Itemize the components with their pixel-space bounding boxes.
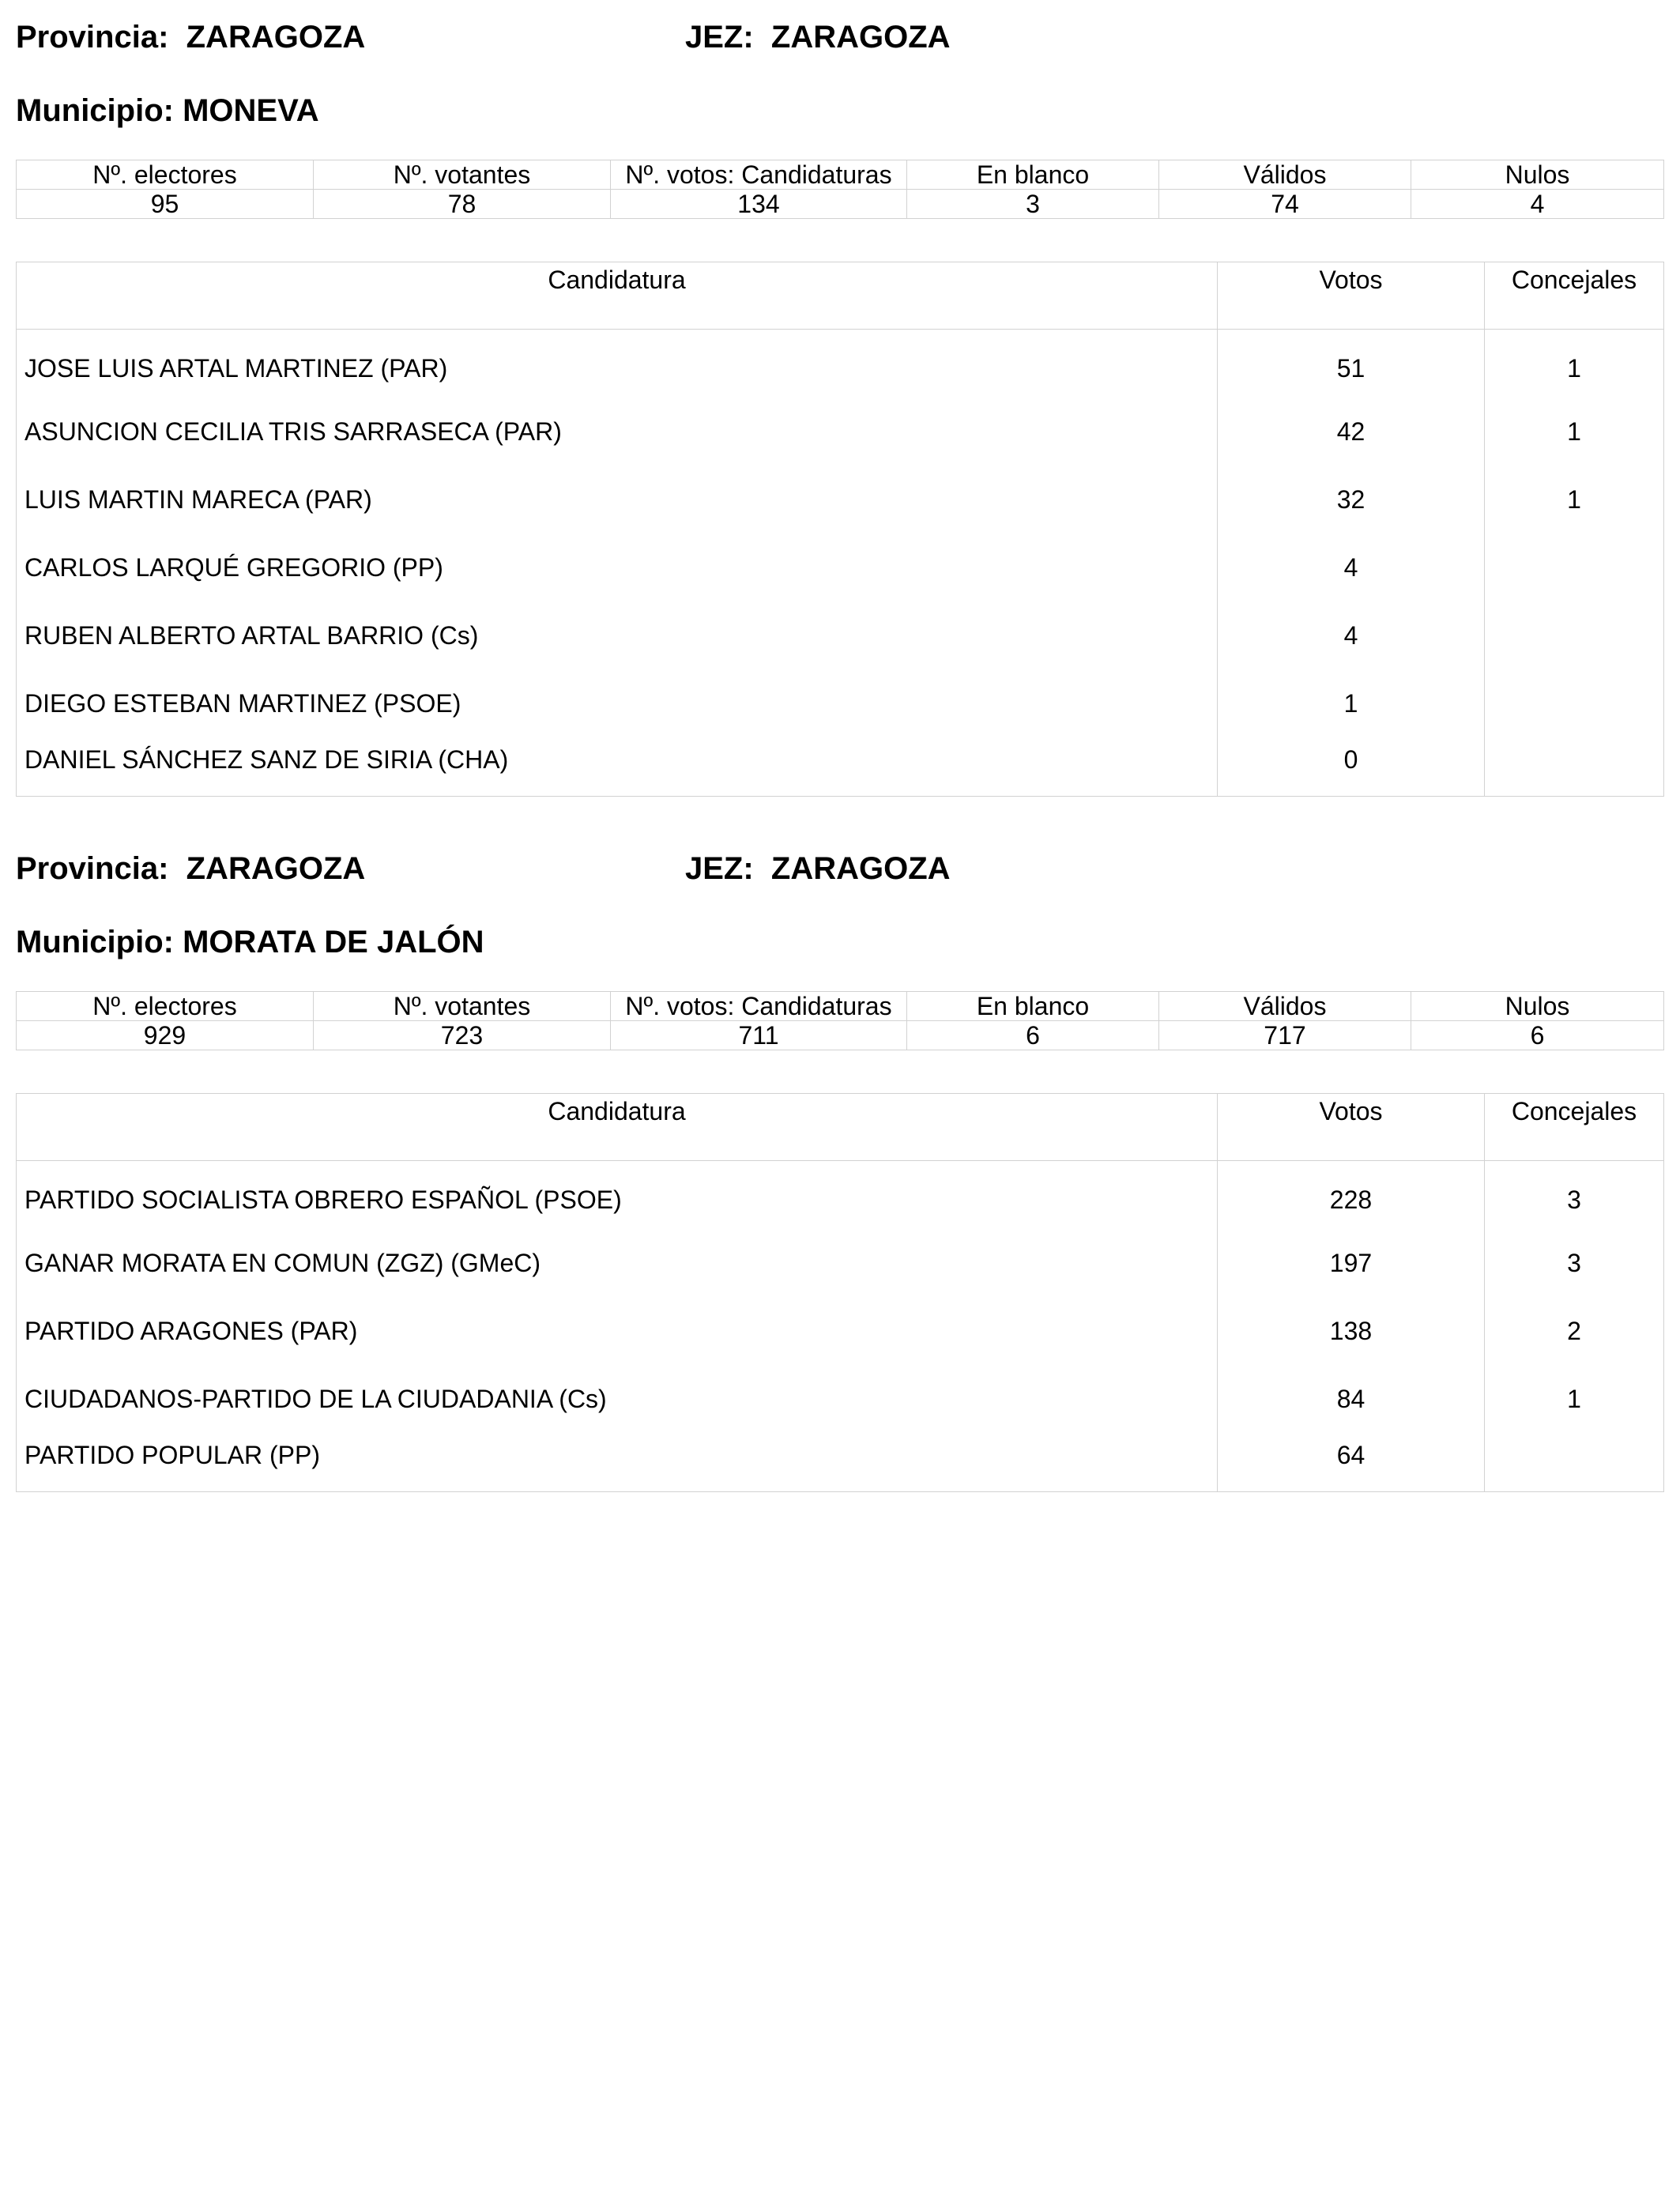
summary-value-row — [17, 1021, 1664, 1050]
jez-heading: JEZ: ZARAGOZA — [685, 20, 951, 55]
summary-label-votos-candidaturas: Nº. votos: Candidaturas — [611, 992, 907, 1021]
summary-value-en-blanco: 3 — [907, 190, 1159, 219]
candidate-votos: 51 — [1218, 330, 1485, 398]
candidate-votos: 42 — [1218, 398, 1485, 466]
provincia-heading: Provincia: ZARAGOZA — [16, 851, 366, 886]
summary-header-row — [17, 992, 1664, 1021]
municipio-heading: Municipio: MORATA DE JALÓN — [16, 925, 484, 959]
summary-value-en-blanco: 6 — [907, 1021, 1159, 1050]
candidate-concejales: 1 — [1485, 466, 1664, 533]
header-concejales: Concejales — [1485, 262, 1664, 330]
candidates-header-row — [17, 1094, 1664, 1161]
candidate-concejales: 3 — [1485, 1229, 1664, 1297]
provincia-heading: Provincia: ZARAGOZA — [16, 20, 366, 55]
candidate-name: LUIS MARTIN MARECA (PAR) — [17, 466, 1218, 533]
candidate-concejales: 3 — [1485, 1161, 1664, 1230]
candidate-votos: 4 — [1218, 601, 1485, 669]
candidate-votos: 4 — [1218, 533, 1485, 601]
section-morata-de-jalon — [0, 831, 1680, 1622]
header-concejales: Concejales — [1485, 1094, 1664, 1161]
table-row — [17, 1161, 1664, 1230]
candidate-votos: 228 — [1218, 1161, 1485, 1230]
header-votos: Votos — [1218, 262, 1485, 330]
candidate-concejales: 2 — [1485, 1297, 1664, 1365]
candidates-table — [16, 1093, 1664, 1492]
table-row — [17, 1297, 1664, 1365]
summary-label-nulos: Nulos — [1411, 160, 1664, 190]
summary-value-electores: 929 — [17, 1021, 314, 1050]
summary-label-en-blanco: En blanco — [907, 160, 1159, 190]
candidate-votos: 197 — [1218, 1229, 1485, 1297]
candidate-concejales — [1485, 533, 1664, 601]
summary-value-validos: 74 — [1159, 190, 1411, 219]
summary-label-votantes: Nº. votantes — [314, 160, 611, 190]
summary-value-votos-candidaturas: 711 — [611, 1021, 907, 1050]
candidate-votos: 1 — [1218, 669, 1485, 737]
summary-label-electores: Nº. electores — [17, 992, 314, 1021]
candidate-name: CARLOS LARQUÉ GREGORIO (PP) — [17, 533, 1218, 601]
candidate-concejales: 1 — [1485, 330, 1664, 398]
jez-heading: JEZ: ZARAGOZA — [685, 851, 951, 886]
candidate-votos: 138 — [1218, 1297, 1485, 1365]
table-row — [17, 330, 1664, 398]
candidate-name: JOSE LUIS ARTAL MARTINEZ (PAR) — [17, 330, 1218, 398]
table-row — [17, 737, 1664, 797]
candidate-name: PARTIDO SOCIALISTA OBRERO ESPAÑOL (PSOE) — [17, 1161, 1218, 1230]
candidate-concejales — [1485, 669, 1664, 737]
summary-label-votantes: Nº. votantes — [314, 992, 611, 1021]
candidate-votos: 0 — [1218, 737, 1485, 797]
summary-label-nulos: Nulos — [1411, 992, 1664, 1021]
summary-label-en-blanco: En blanco — [907, 992, 1159, 1021]
header-candidatura: Candidatura — [17, 262, 1218, 330]
candidate-votos: 64 — [1218, 1433, 1485, 1492]
candidate-concejales: 1 — [1485, 398, 1664, 466]
summary-value-votos-candidaturas: 134 — [611, 190, 907, 219]
summary-label-votos-candidaturas: Nº. votos: Candidaturas — [611, 160, 907, 190]
table-row — [17, 1229, 1664, 1297]
header-candidatura: Candidatura — [17, 1094, 1218, 1161]
summary-label-validos: Válidos — [1159, 992, 1411, 1021]
candidate-name: PARTIDO ARAGONES (PAR) — [17, 1297, 1218, 1365]
table-row — [17, 601, 1664, 669]
candidate-concejales — [1485, 1433, 1664, 1492]
table-row — [17, 466, 1664, 533]
summary-value-votantes: 78 — [314, 190, 611, 219]
candidates-table — [16, 262, 1664, 797]
candidate-name: DIEGO ESTEBAN MARTINEZ (PSOE) — [17, 669, 1218, 737]
summary-label-electores: Nº. electores — [17, 160, 314, 190]
summary-value-votantes: 723 — [314, 1021, 611, 1050]
candidate-votos: 32 — [1218, 466, 1485, 533]
candidate-concejales — [1485, 737, 1664, 797]
candidate-name: DANIEL SÁNCHEZ SANZ DE SIRIA (CHA) — [17, 737, 1218, 797]
table-row — [17, 1365, 1664, 1433]
table-row — [17, 398, 1664, 466]
table-row — [17, 1433, 1664, 1492]
candidate-name: RUBEN ALBERTO ARTAL BARRIO (Cs) — [17, 601, 1218, 669]
candidates-header-row — [17, 262, 1664, 330]
section-moneva — [0, 0, 1680, 790]
summary-table — [16, 991, 1664, 1050]
summary-value-nulos: 6 — [1411, 1021, 1664, 1050]
candidate-concejales: 1 — [1485, 1365, 1664, 1433]
summary-header-row — [17, 160, 1664, 190]
candidate-name: CIUDADANOS-PARTIDO DE LA CIUDADANIA (Cs) — [17, 1365, 1218, 1433]
summary-label-validos: Válidos — [1159, 160, 1411, 190]
header-votos: Votos — [1218, 1094, 1485, 1161]
candidate-name: ASUNCION CECILIA TRIS SARRASECA (PAR) — [17, 398, 1218, 466]
candidate-votos: 84 — [1218, 1365, 1485, 1433]
candidate-name: PARTIDO POPULAR (PP) — [17, 1433, 1218, 1492]
summary-value-electores: 95 — [17, 190, 314, 219]
summary-value-nulos: 4 — [1411, 190, 1664, 219]
table-row — [17, 669, 1664, 737]
candidate-concejales — [1485, 601, 1664, 669]
summary-value-row — [17, 190, 1664, 219]
candidate-name: GANAR MORATA EN COMUN (ZGZ) (GMeC) — [17, 1229, 1218, 1297]
summary-table — [16, 160, 1664, 219]
summary-value-validos: 717 — [1159, 1021, 1411, 1050]
municipio-heading: Municipio: MONEVA — [16, 93, 319, 128]
table-row — [17, 533, 1664, 601]
